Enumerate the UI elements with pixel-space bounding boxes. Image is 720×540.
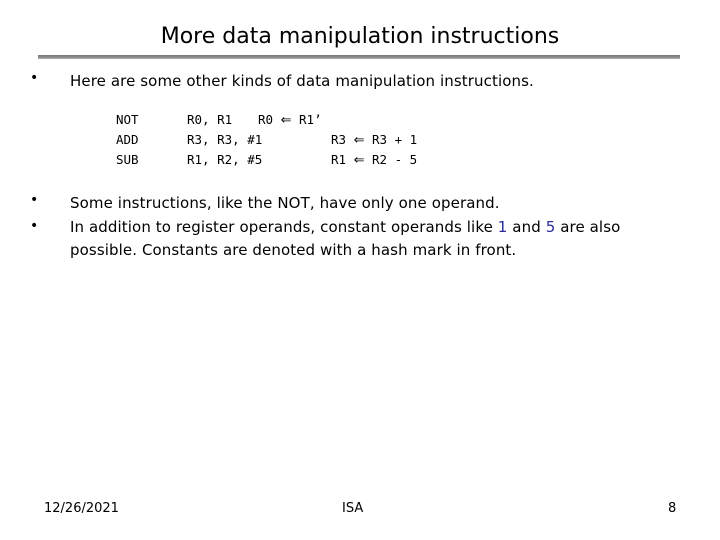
operands: R1, R2, #5 [187, 152, 263, 167]
rtl-expr: R2 - 5 [372, 152, 418, 167]
rtl-dest: R3 [331, 132, 347, 147]
footer-title: ISA [342, 501, 364, 516]
bullet-text-intro: Here are some other kinds of data manipulation instructions. [70, 72, 534, 90]
operands-column [187, 110, 262, 170]
constants-text: are also possible. Constants are denoted with a hash mark in front. [70, 218, 621, 259]
rtl-dest: R1 [331, 152, 347, 167]
slide-title: More data manipulation instructions [160, 24, 560, 49]
footer-date: 12/26/2021 [44, 501, 119, 516]
bullet-text-operand: Some instructions, like the NOT, have only one operand. [70, 194, 500, 212]
constants-text: and [507, 218, 546, 236]
bullet-marker: • [30, 192, 39, 208]
rtl-expr: R1’ [299, 112, 322, 127]
rtl-row [331, 130, 417, 151]
rtl-row [258, 110, 322, 131]
bullet-marker: • [30, 70, 39, 86]
constants-text: In addition to register operands, constant operands like [70, 218, 498, 236]
rtl-expr: R3 + 1 [372, 132, 418, 147]
constant-value: 1 [497, 218, 508, 236]
operands: R0, R1 [187, 112, 233, 127]
left-arrow-icon: ⇐ [280, 113, 292, 128]
bullet-text-constants [70, 216, 685, 262]
bullet-marker: • [30, 218, 39, 234]
opcode: SUB [116, 152, 139, 167]
operands: R3, R3, #1 [187, 132, 263, 147]
rtl-dest: R0 [258, 112, 274, 127]
opcode: NOT [116, 112, 139, 127]
opcode: ADD [116, 132, 139, 147]
page-number: 8 [668, 501, 677, 516]
left-arrow-icon: ⇐ [353, 133, 365, 148]
rtl-row [331, 150, 417, 171]
left-arrow-icon: ⇐ [353, 153, 365, 168]
constant-value: 5 [545, 218, 556, 236]
opcode-column [116, 110, 139, 170]
title-underline [38, 55, 680, 59]
